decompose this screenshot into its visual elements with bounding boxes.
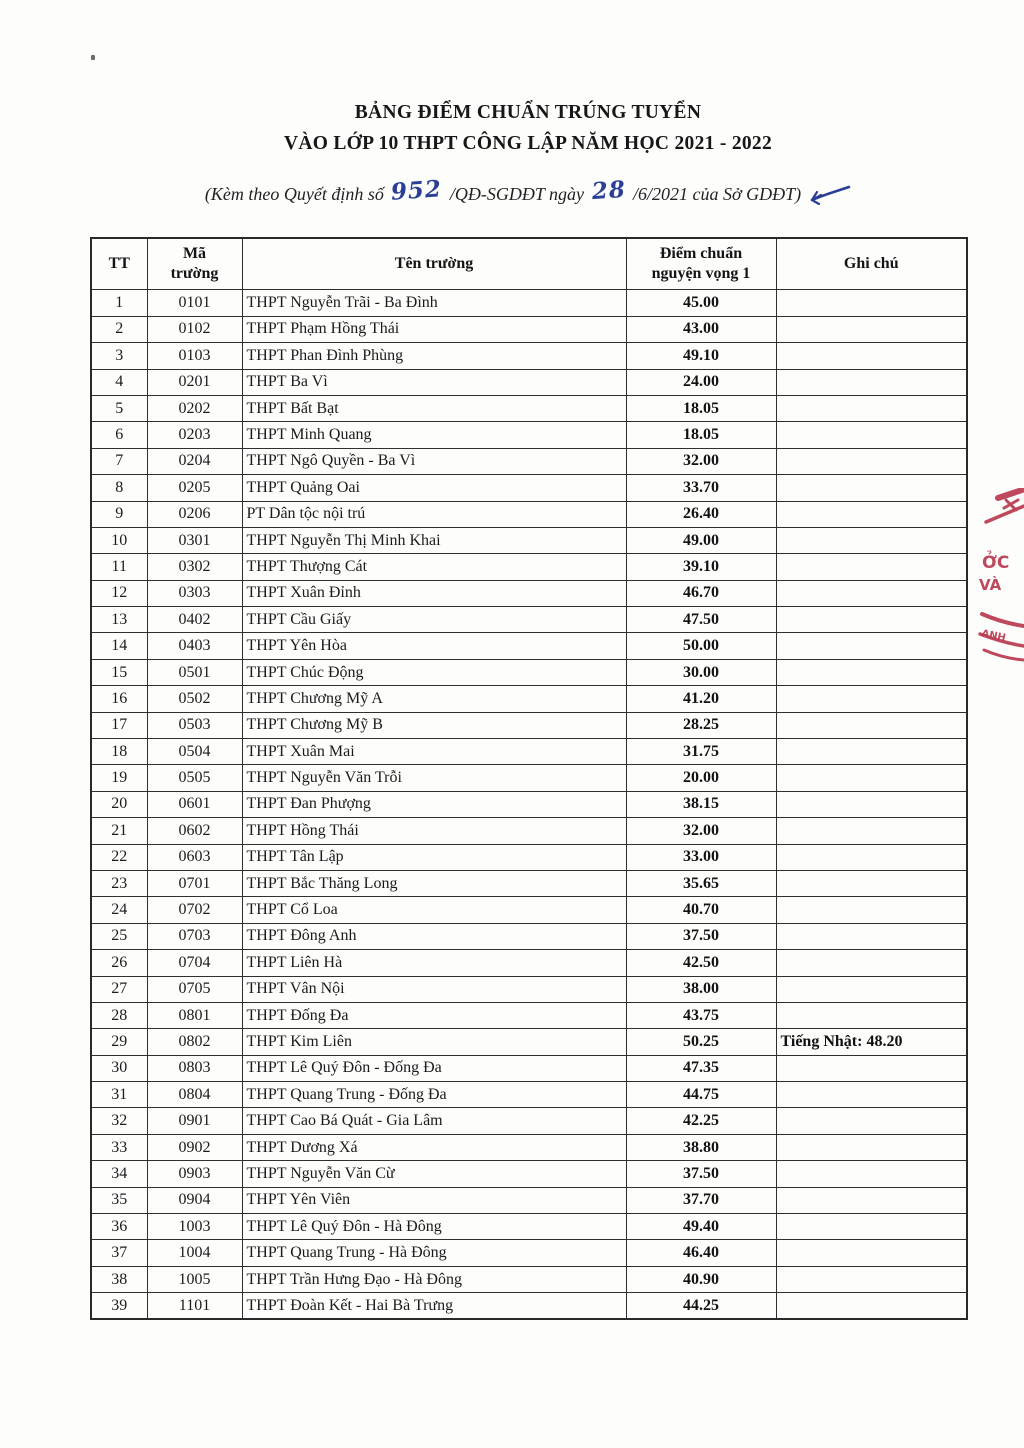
- row-number: 24: [91, 897, 147, 923]
- school-code: 0402: [147, 607, 242, 633]
- school-code: 0202: [147, 395, 242, 421]
- score-value: 43.00: [626, 316, 776, 342]
- school-name: THPT Lê Quý Đôn - Hà Đông: [242, 1214, 626, 1240]
- row-number: 23: [91, 870, 147, 896]
- score-value: 46.70: [626, 580, 776, 606]
- table-row: [91, 712, 967, 738]
- row-number: 20: [91, 791, 147, 817]
- score-value: 40.90: [626, 1266, 776, 1292]
- row-number: 38: [91, 1266, 147, 1292]
- stamp-letters-1: ỞC: [982, 553, 1010, 573]
- score-value: 33.00: [626, 844, 776, 870]
- row-number: 15: [91, 659, 147, 685]
- subtitle-prefix: (Kèm theo Quyết định số: [204, 184, 384, 204]
- score-value: 47.35: [626, 1055, 776, 1081]
- row-number: 21: [91, 818, 147, 844]
- school-code: 0501: [147, 659, 242, 685]
- school-code: 0302: [147, 554, 242, 580]
- school-name: THPT Thượng Cát: [242, 554, 626, 580]
- school-name: THPT Nguyễn Trãi - Ba Đình: [242, 290, 626, 316]
- school-name: THPT Yên Viên: [242, 1187, 626, 1213]
- school-name: THPT Nguyễn Thị Minh Khai: [242, 527, 626, 553]
- red-stamp-edge-icon: [978, 488, 1024, 668]
- score-value: 49.00: [626, 527, 776, 553]
- school-code: 1101: [147, 1293, 242, 1319]
- score-value: 37.70: [626, 1187, 776, 1213]
- note-value: [776, 1214, 967, 1240]
- note-value: [776, 290, 967, 316]
- row-number: 17: [91, 712, 147, 738]
- school-code: 0601: [147, 791, 242, 817]
- row-number: 31: [91, 1082, 147, 1108]
- stamp-letters-3: ANH: [980, 628, 1007, 645]
- title-line-2: VÀO LỚP 10 THPT CÔNG LẬP NĂM HỌC 2021 - 2022: [283, 133, 773, 154]
- score-value: 44.25: [626, 1293, 776, 1319]
- school-name: THPT Quang Trung - Đống Đa: [242, 1082, 626, 1108]
- note-value: [776, 475, 967, 501]
- school-code: 0802: [147, 1029, 242, 1055]
- score-value: 20.00: [626, 765, 776, 791]
- school-code: 0901: [147, 1108, 242, 1134]
- school-code: 0502: [147, 686, 242, 712]
- school-name: THPT Xuân Mai: [242, 739, 626, 765]
- score-value: 44.75: [626, 1082, 776, 1108]
- note-value: Tiếng Nhật: 48.20: [776, 1029, 967, 1055]
- table-row: [91, 448, 967, 474]
- school-name: THPT Đan Phượng: [242, 791, 626, 817]
- row-number: 2: [91, 316, 147, 342]
- table-row: [91, 1055, 967, 1081]
- row-number: 13: [91, 607, 147, 633]
- table-row: [91, 1214, 967, 1240]
- table-row: [91, 633, 967, 659]
- school-code: 0503: [147, 712, 242, 738]
- note-value: [776, 686, 967, 712]
- table-row: [91, 897, 967, 923]
- note-value: [776, 580, 967, 606]
- school-name: THPT Yên Hòa: [242, 633, 626, 659]
- school-code: 0703: [147, 923, 242, 949]
- note-value: [776, 343, 967, 369]
- school-code: 0103: [147, 343, 242, 369]
- table-row: [91, 923, 967, 949]
- school-code: 0403: [147, 633, 242, 659]
- table-row: [91, 739, 967, 765]
- table-row: [91, 1134, 967, 1160]
- row-number: 3: [91, 343, 147, 369]
- score-value: 35.65: [626, 870, 776, 896]
- score-value: 31.75: [626, 739, 776, 765]
- note-value: [776, 1240, 967, 1266]
- school-code: 0904: [147, 1187, 242, 1213]
- table-row: [91, 607, 967, 633]
- table-row: [91, 818, 967, 844]
- row-number: 25: [91, 923, 147, 949]
- school-name: THPT Phạm Hồng Thái: [242, 316, 626, 342]
- score-value: 41.20: [626, 686, 776, 712]
- school-name: THPT Đoàn Kết - Hai Bà Trưng: [242, 1293, 626, 1319]
- score-value: 49.10: [626, 343, 776, 369]
- table-row: [91, 422, 967, 448]
- score-value: 50.00: [626, 633, 776, 659]
- table-row: [91, 1029, 967, 1055]
- school-name: THPT Cao Bá Quát - Gia Lâm: [242, 1108, 626, 1134]
- row-number: 32: [91, 1108, 147, 1134]
- note-value: [776, 897, 967, 923]
- header-school-code: Mã trường: [147, 238, 242, 290]
- score-value: 37.50: [626, 923, 776, 949]
- school-code: 0903: [147, 1161, 242, 1187]
- note-value: [776, 739, 967, 765]
- table-row: [91, 870, 967, 896]
- school-name: THPT Cầu Giấy: [242, 607, 626, 633]
- school-code: 0505: [147, 765, 242, 791]
- table-row: [91, 1240, 967, 1266]
- row-number: 36: [91, 1214, 147, 1240]
- row-number: 6: [91, 422, 147, 448]
- table-row: [91, 316, 967, 342]
- row-number: 9: [91, 501, 147, 527]
- note-value: [776, 554, 967, 580]
- note-value: [776, 712, 967, 738]
- row-number: 26: [91, 950, 147, 976]
- school-name: THPT Nguyễn Văn Cừ: [242, 1161, 626, 1187]
- table-row: [91, 369, 967, 395]
- row-number: 19: [91, 765, 147, 791]
- school-name: THPT Kim Liên: [242, 1029, 626, 1055]
- note-value: [776, 923, 967, 949]
- row-number: 35: [91, 1187, 147, 1213]
- note-value: [776, 765, 967, 791]
- decision-number-handwritten: 952: [390, 175, 444, 206]
- score-value: 30.00: [626, 659, 776, 685]
- school-code: 1005: [147, 1266, 242, 1292]
- note-value: [776, 501, 967, 527]
- table-row: [91, 395, 967, 421]
- school-name: THPT Quang Trung - Hà Đông: [242, 1240, 626, 1266]
- row-number: 16: [91, 686, 147, 712]
- school-name: THPT Vân Nội: [242, 976, 626, 1002]
- row-number: 22: [91, 844, 147, 870]
- score-value: 18.05: [626, 395, 776, 421]
- school-name: PT Dân tộc nội trú: [242, 501, 626, 527]
- document-content: [90, 0, 966, 1320]
- school-name: THPT Chúc Động: [242, 659, 626, 685]
- note-value: [776, 633, 967, 659]
- header-score-nv1: Điểm chuẩn nguyện vọng 1: [626, 238, 776, 290]
- row-number: 39: [91, 1293, 147, 1319]
- note-value: [776, 1134, 967, 1160]
- school-name: THPT Hồng Thái: [242, 818, 626, 844]
- score-value: 38.00: [626, 976, 776, 1002]
- score-value: 18.05: [626, 422, 776, 448]
- row-number: 28: [91, 1002, 147, 1028]
- school-name: THPT Minh Quang: [242, 422, 626, 448]
- school-name: THPT Cổ Loa: [242, 897, 626, 923]
- score-value: 32.00: [626, 448, 776, 474]
- school-code: 0301: [147, 527, 242, 553]
- table-row: [91, 686, 967, 712]
- school-code: 0705: [147, 976, 242, 1002]
- score-value: 24.00: [626, 369, 776, 395]
- school-code: 0204: [147, 448, 242, 474]
- table-row: [91, 844, 967, 870]
- school-name: THPT Tân Lập: [242, 844, 626, 870]
- subtitle-suffix: /6/2021 của Sở GDĐT): [633, 184, 802, 204]
- school-code: 0603: [147, 844, 242, 870]
- row-number: 27: [91, 976, 147, 1002]
- header-tt: TT: [91, 238, 147, 290]
- title-line-1: BẢNG ĐIỂM CHUẨN TRÚNG TUYỂN: [354, 102, 702, 123]
- note-value: [776, 818, 967, 844]
- table-header: [91, 238, 967, 290]
- score-value: 42.50: [626, 950, 776, 976]
- school-name: THPT Quảng Oai: [242, 475, 626, 501]
- table-row: [91, 527, 967, 553]
- score-value: 40.70: [626, 897, 776, 923]
- school-code: 0201: [147, 369, 242, 395]
- school-name: THPT Ba Vì: [242, 369, 626, 395]
- row-number: 4: [91, 369, 147, 395]
- school-code: 0803: [147, 1055, 242, 1081]
- table-row: [91, 1108, 967, 1134]
- score-value: 38.80: [626, 1134, 776, 1160]
- table-row: [91, 1187, 967, 1213]
- table-row: [91, 1293, 967, 1319]
- score-value: 45.00: [626, 290, 776, 316]
- row-number: 33: [91, 1134, 147, 1160]
- score-value: 32.00: [626, 818, 776, 844]
- note-value: [776, 369, 967, 395]
- note-value: [776, 527, 967, 553]
- note-value: [776, 950, 967, 976]
- school-name: THPT Liên Hà: [242, 950, 626, 976]
- subtitle-middle: /QĐ-SGDĐT ngày: [449, 184, 585, 204]
- row-number: 37: [91, 1240, 147, 1266]
- score-value: 28.25: [626, 712, 776, 738]
- school-name: THPT Ngô Quyền - Ba Vì: [242, 448, 626, 474]
- school-name: THPT Chương Mỹ A: [242, 686, 626, 712]
- row-number: 18: [91, 739, 147, 765]
- note-value: [776, 1187, 967, 1213]
- school-name: THPT Trần Hưng Đạo - Hà Đông: [242, 1266, 626, 1292]
- school-name: THPT Bắc Thăng Long: [242, 870, 626, 896]
- school-code: 0303: [147, 580, 242, 606]
- ink-arrow-icon: [803, 184, 851, 208]
- score-value: 39.10: [626, 554, 776, 580]
- school-name: THPT Phan Đình Phùng: [242, 343, 626, 369]
- school-name: THPT Xuân Đỉnh: [242, 580, 626, 606]
- table-row: [91, 501, 967, 527]
- school-name: THPT Đông Anh: [242, 923, 626, 949]
- score-value: 33.70: [626, 475, 776, 501]
- note-value: [776, 1161, 967, 1187]
- row-number: 14: [91, 633, 147, 659]
- school-code: 1004: [147, 1240, 242, 1266]
- school-name: THPT Lê Quý Đôn - Đống Đa: [242, 1055, 626, 1081]
- document-title: [90, 97, 966, 159]
- score-value: 38.15: [626, 791, 776, 817]
- note-value: [776, 1108, 967, 1134]
- table-row: [91, 554, 967, 580]
- score-value: 26.40: [626, 501, 776, 527]
- school-name: THPT Dương Xá: [242, 1134, 626, 1160]
- note-value: [776, 448, 967, 474]
- school-code: 0801: [147, 1002, 242, 1028]
- note-value: [776, 395, 967, 421]
- header-note: Ghi chú: [776, 238, 967, 290]
- score-value: 47.50: [626, 607, 776, 633]
- school-name: THPT Đống Đa: [242, 1002, 626, 1028]
- table-row: [91, 343, 967, 369]
- school-code: 0101: [147, 290, 242, 316]
- row-number: 1: [91, 290, 147, 316]
- school-code: 0205: [147, 475, 242, 501]
- admission-scores-table: [90, 237, 968, 1320]
- school-code: 0203: [147, 422, 242, 448]
- note-value: [776, 422, 967, 448]
- school-code: 1003: [147, 1214, 242, 1240]
- score-value: 37.50: [626, 1161, 776, 1187]
- school-code: 0804: [147, 1082, 242, 1108]
- school-name: THPT Nguyễn Văn Trỗi: [242, 765, 626, 791]
- school-code: 0702: [147, 897, 242, 923]
- table-row: [91, 290, 967, 316]
- note-value: [776, 1266, 967, 1292]
- school-code: 0701: [147, 870, 242, 896]
- note-value: [776, 1002, 967, 1028]
- score-value: 43.75: [626, 1002, 776, 1028]
- table-row: [91, 765, 967, 791]
- row-number: 34: [91, 1161, 147, 1187]
- table-body: [91, 290, 967, 1319]
- school-code: 0902: [147, 1134, 242, 1160]
- table-row: [91, 791, 967, 817]
- table-row: [91, 976, 967, 1002]
- score-value: 42.25: [626, 1108, 776, 1134]
- note-value: [776, 976, 967, 1002]
- row-number: 12: [91, 580, 147, 606]
- table-row: [91, 1161, 967, 1187]
- row-number: 11: [91, 554, 147, 580]
- note-value: [776, 1055, 967, 1081]
- school-name: THPT Bất Bạt: [242, 395, 626, 421]
- table-row: [91, 950, 967, 976]
- row-number: 29: [91, 1029, 147, 1055]
- day-handwritten: 28: [590, 175, 627, 206]
- note-value: [776, 844, 967, 870]
- school-code: 0102: [147, 316, 242, 342]
- school-code: 0504: [147, 739, 242, 765]
- school-code: 0602: [147, 818, 242, 844]
- table-row: [91, 1002, 967, 1028]
- score-value: 49.40: [626, 1214, 776, 1240]
- school-code: 0704: [147, 950, 242, 976]
- note-value: [776, 791, 967, 817]
- table-row: [91, 1266, 967, 1292]
- row-number: 10: [91, 527, 147, 553]
- score-value: 50.25: [626, 1029, 776, 1055]
- note-value: [776, 607, 967, 633]
- school-name: THPT Chương Mỹ B: [242, 712, 626, 738]
- table-row: [91, 580, 967, 606]
- table-row: [91, 659, 967, 685]
- note-value: [776, 659, 967, 685]
- row-number: 8: [91, 475, 147, 501]
- score-value: 46.40: [626, 1240, 776, 1266]
- note-value: [776, 870, 967, 896]
- row-number: 5: [91, 395, 147, 421]
- note-value: [776, 1082, 967, 1108]
- row-number: 7: [91, 448, 147, 474]
- table-row: [91, 475, 967, 501]
- table-row: [91, 1082, 967, 1108]
- header-school-name: Tên trường: [242, 238, 626, 290]
- stamp-letters-2: VÀ: [979, 576, 1002, 594]
- decision-reference-line: [90, 175, 966, 208]
- row-number: 30: [91, 1055, 147, 1081]
- note-value: [776, 1293, 967, 1319]
- note-value: [776, 316, 967, 342]
- school-code: 0206: [147, 501, 242, 527]
